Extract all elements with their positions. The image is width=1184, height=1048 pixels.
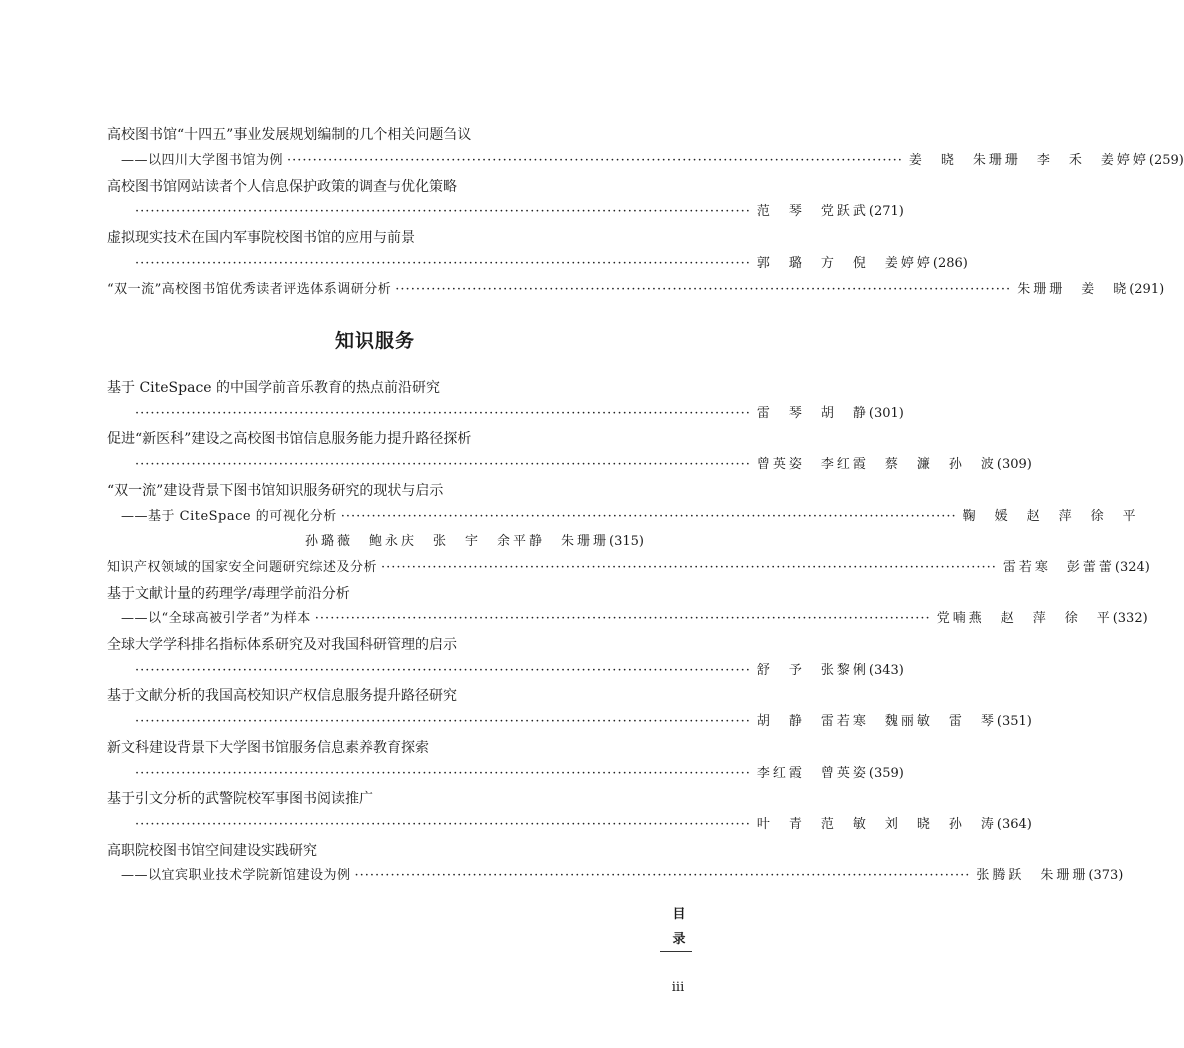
toc-entry-title: 基于引文分析的武警院校军事图书阅读推广	[107, 791, 373, 808]
toc-entry-title: 基于 CiteSpace 的中国学前音乐教育的热点前沿研究	[107, 380, 441, 396]
toc-entry-page-number: (315)	[609, 534, 644, 550]
toc-entry-line	[107, 662, 904, 680]
toc-entry-authors: 雷 琴 胡 静	[756, 405, 869, 421]
leader-dots: ························································································································	[381, 559, 997, 575]
leader-dots: ························································································································	[135, 662, 751, 678]
toc-entry-line	[107, 281, 1165, 299]
toc-entry-authors: 朱珊珊 姜 晓	[1017, 281, 1130, 297]
toc-entry-title: “双一流”建设背景下图书馆知识服务研究的现状与启示	[107, 482, 444, 499]
toc-entry-page-number: (332)	[1112, 611, 1148, 627]
toc-entry-authors: 党喃燕 赵 萍 徐 平	[936, 611, 1113, 627]
toc-entry-page-number: (364)	[996, 816, 1032, 832]
toc-entry-line	[107, 559, 1150, 577]
section-heading: 知识服务	[334, 330, 415, 352]
toc-entry-title: 虚拟现实技术在国内军事院校图书馆的应用与前景	[107, 230, 415, 247]
toc-entry-line	[107, 610, 1148, 628]
toc-entry-lead: ——以“全球高被引学者”为样本	[121, 611, 311, 627]
toc-entry-authors: 曾英姿 李红霞 蔡 濂 孙 波	[756, 457, 997, 473]
leader-dots: ························································································································	[135, 204, 751, 220]
leader-dots: ························································································································	[135, 256, 751, 271]
toc-entry-authors: 范 琴 党跃武	[756, 204, 869, 220]
toc-entry-page-number: (259)	[1148, 152, 1184, 168]
toc-entry-page-number: (309)	[996, 457, 1032, 473]
toc-entry-authors: 舒 予 张黎俐	[756, 662, 869, 678]
toc-entry-title: 基于文献分析的我国高校知识产权信息服务提升路径研究	[107, 688, 457, 705]
leader-dots: ························································································································	[354, 868, 971, 884]
toc-entry-line	[107, 867, 1124, 885]
toc-entry-authors: 李红霞 曾英姿	[756, 765, 869, 781]
toc-entry-line	[107, 816, 1032, 834]
leader-dots: ························································································································	[287, 152, 903, 168]
toc-entry-title: 高校图书馆网站读者个人信息保护政策的调查与优化策略	[107, 178, 457, 195]
toc-entry-authors: 胡 静 雷若寒 魏丽敏 雷 琴	[756, 714, 997, 730]
toc-entry-page-number: (271)	[868, 204, 904, 220]
toc-entry-authors: 姜 晓 朱珊珊 李 禾 姜婷婷	[908, 152, 1149, 168]
leader-dots: ························································································································	[135, 765, 751, 781]
leader-dots: ························································································································	[135, 457, 751, 473]
leader-dots: ························································································································	[135, 816, 751, 832]
toc-entry-title: 新文科建设背景下大学图书馆服务信息素养教育探索	[107, 739, 429, 756]
toc-entry-page-number: (351)	[996, 714, 1032, 730]
toc-entry-line	[107, 508, 1139, 526]
leader-dots: ························································································································	[395, 281, 1012, 297]
toc-entry-lead: ——以四川大学图书馆为例	[121, 152, 284, 168]
toc-entry-title: 促进“新医科”建设之高校图书馆信息服务能力提升路径探析	[107, 431, 472, 448]
toc-entry-authors: 张腾跃 朱珊珊	[976, 868, 1089, 884]
toc-entry-authors: 孙璐薇 鲍永庆 张 宇 余平静 朱珊珊	[305, 534, 610, 550]
toc-entry-line	[107, 203, 904, 221]
leader-dots: ························································································································	[314, 611, 931, 627]
toc-entry-page-number: (324)	[1114, 559, 1150, 575]
toc-entry-authors: 鞠 媛 赵 萍 徐 平	[962, 508, 1139, 524]
toc-entry-lead: ——基于 CiteSpace 的可视化分析	[121, 508, 337, 524]
toc-entry-lead: 知识产权领域的国家安全问题研究综述及分析	[107, 559, 378, 575]
leader-dots: ························································································································	[340, 508, 957, 524]
toc-entry-line	[107, 405, 904, 423]
side-tab-char-1: 目	[672, 907, 686, 922]
leader-dots: ························································································································	[135, 714, 751, 730]
toc-entry-lead: “双一流”高校图书馆优秀读者评选体系调研分析	[107, 281, 392, 297]
toc-entry-page-number: (373)	[1088, 868, 1124, 884]
toc-entry-page-number: (301)	[868, 405, 904, 421]
page-folio: iii	[671, 980, 685, 995]
toc-entry-line	[107, 255, 968, 273]
side-tab-divider	[660, 951, 692, 952]
toc-entry-title: 高校图书馆“十四五”事业发展规划编制的几个相关问题刍议	[107, 127, 472, 143]
toc-entry-title: 全球大学学科排名指标体系研究及对我国科研管理的启示	[107, 637, 457, 653]
toc-entry-line	[107, 765, 904, 783]
toc-entry-authors: 叶 青 范 敏 刘 晓 孙 涛	[756, 816, 997, 832]
toc-entry-page-number: (291)	[1129, 281, 1165, 297]
toc-entry-title: 基于文献计量的药理学/毒理学前沿分析	[107, 585, 350, 602]
side-tab-char-2: 录	[672, 932, 686, 947]
toc-entry-line	[107, 713, 1032, 731]
toc-entry-line	[107, 533, 644, 551]
toc-entry-title: 高职院校图书馆空间建设实践研究	[107, 842, 317, 859]
toc-entry-line	[107, 456, 1032, 474]
leader-dots: ························································································································	[135, 405, 751, 421]
toc-entry-page-number: (343)	[868, 662, 904, 678]
toc-entry-authors: 雷若寒 彭蕾蕾	[1002, 559, 1115, 575]
toc-entry-lead: ——以宜宾职业技术学院新馆建设为例	[121, 868, 351, 884]
toc-entry-page-number: (359)	[868, 765, 904, 781]
toc-entry-line	[107, 152, 1184, 170]
toc-entry-authors: 郭 璐 方 倪 姜婷婷	[756, 256, 933, 271]
toc-entry-page-number: (286)	[932, 256, 968, 271]
